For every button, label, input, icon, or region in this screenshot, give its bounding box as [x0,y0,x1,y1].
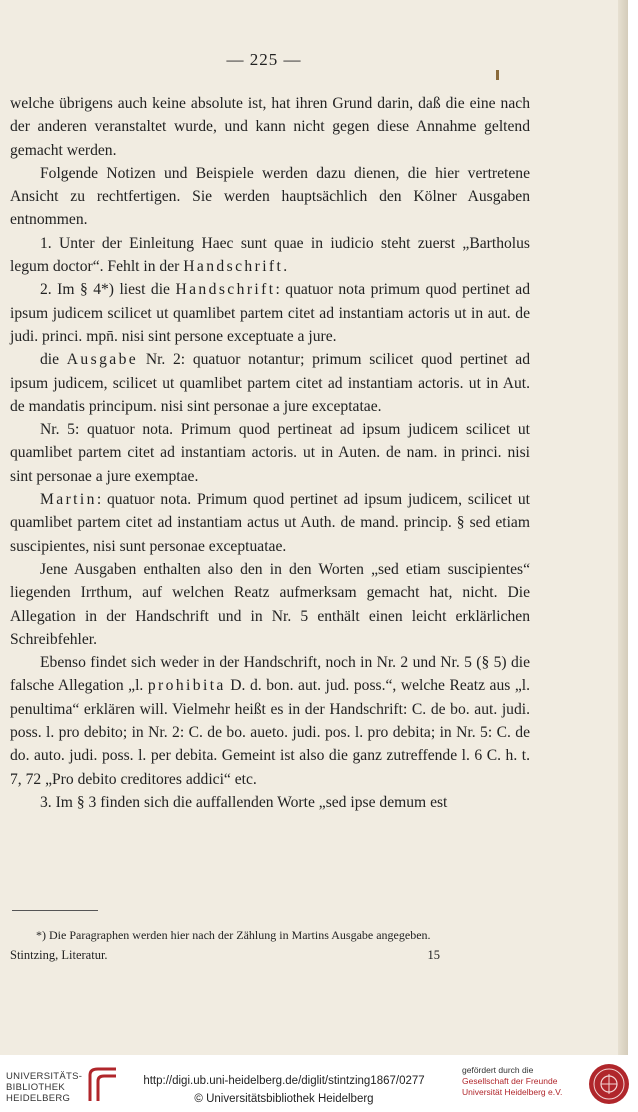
paragraph-4: 2. Im § 4*) liest die Handschrift: quatuor nota primum quod pertinet ad ipsum judicem scilicet ut quamlibet partem citet ad instantiam actoris ut in aut. de judi. princi. mpn̄. nisi sint persone exceptuate a jure. [10,281,530,345]
paragraph-10: 3. Im § 3 finden sich die auffallenden Worte „sed ipse demum est [40,793,448,811]
paragraph-1: welche übrigens auch keine absolute ist, hat ihren Grund darin, daß die eine nach der anderen veranstaltet wurde, und kann nicht gegen diese Annahme geltend gemacht werden. [10,95,530,159]
emphasis-prohibita: prohibita [147,677,226,695]
emphasis-ausgabe: Ausgabe [66,351,139,369]
university-seal-icon [588,1063,630,1105]
footnote: *) Die Paragraphen werden hier nach der Zählung in Martins Ausgabe angegeben. [36,928,431,942]
library-logo-text: UNIVERSITÄTS- BIBLIOTHEK HEIDELBERG [6,1071,83,1104]
digitization-footer [0,1055,638,1112]
emphasis-handschrift: Handschrift [183,258,284,276]
permalink-url[interactable]: http://digi.ub.uni-heidelberg.de/diglit/stintzing1867/0277 [143,1075,425,1087]
body-text [10,92,530,814]
sponsor-block: gefördert durch die Gesellschaft der Freunde Universität Heidelberg e.V. [462,1065,563,1097]
ink-mark [496,70,499,80]
signature-number: 15 [427,948,440,962]
emphasis-handschrift: Handschrift [175,281,276,299]
signature-line [10,948,440,963]
page-number: — 225 — [226,50,302,69]
paragraph-8: Jene Ausgaben enthalten also den in den Worten „sed etiam suscipientes“ liegenden Irrthum, auf welchen Reatz aufmerksam gemacht hat, nicht. Die Allegation in der Handschrift und in Nr. 5 enthält einen leicht erklärlichen Schreibfehler. [10,560,530,648]
library-logo-icon [86,1067,120,1103]
copyright-notice: © Universitätsbibliothek Heidelberg [194,1093,374,1105]
paragraph-7: Martin: quatuor nota. Primum quod pertinet ad ipsum judicem, scilicet ut quamlibet partem citet ad instantiam actus ut Auth. de mand. princip. § sed etiam suscipientes, nisi sunt personae exceptuatae. [10,491,530,555]
signature-author: Stintzing, Literatur. [10,948,108,962]
paragraph-3: 1. Unter der Einleitung Haec sunt quae in iudicio steht zuerst „Bartholus legum doctor“. Fehlt in der Handschrift. [10,234,530,276]
paragraph-9: Ebenso findet sich weder in der Handschrift, noch in Nr. 2 und Nr. 5 (§ 5) die falsche Allegation „l. prohibita D. d. bon. aut. jud. poss.“, welche Reatz aus „l. penultima“ erklären will. Vielmehr heißt es in der Handschrift: C. de bo. aut. judi. poss. l. pro debito; in Nr. 2: C. de bo. aueto. judi. pos. l. pro debita; in Nr. 5: C. de do. auto. judi. poss. l. per debita. Gemeint ist also die ganz zutreffende l. 6 C. h. t. 7, 72 „Pro debito creditores addici“ etc. [10,654,530,788]
paragraph-2: Folgende Notizen und Beispiele werden dazu dienen, die hier vertretene Ansicht zu rechtfertigen. Sie werden hauptsächlich den Kölner Ausgaben entnommen. [10,164,530,229]
paragraph-5: die Ausgabe Nr. 2: quatuor notantur; primum scilicet quod pertinet ad ipsum judicem, scilicet ut quamlibet partem citet ad instantiam actoris. ut in Aut. de mandatis principum. nisi sint personae a jure exceptatae. [10,351,530,415]
footnote-divider [12,910,98,911]
paragraph-6: Nr. 5: quatuor nota. Primum quod pertineat ad ipsum judicem scilicet ut quamlibet partem citet ad instantiam actoris. ut in Auten. de nam. in princi. nisi sint personae a jure exemptae. [10,421,530,485]
emphasis-martin: Martin [40,491,97,509]
